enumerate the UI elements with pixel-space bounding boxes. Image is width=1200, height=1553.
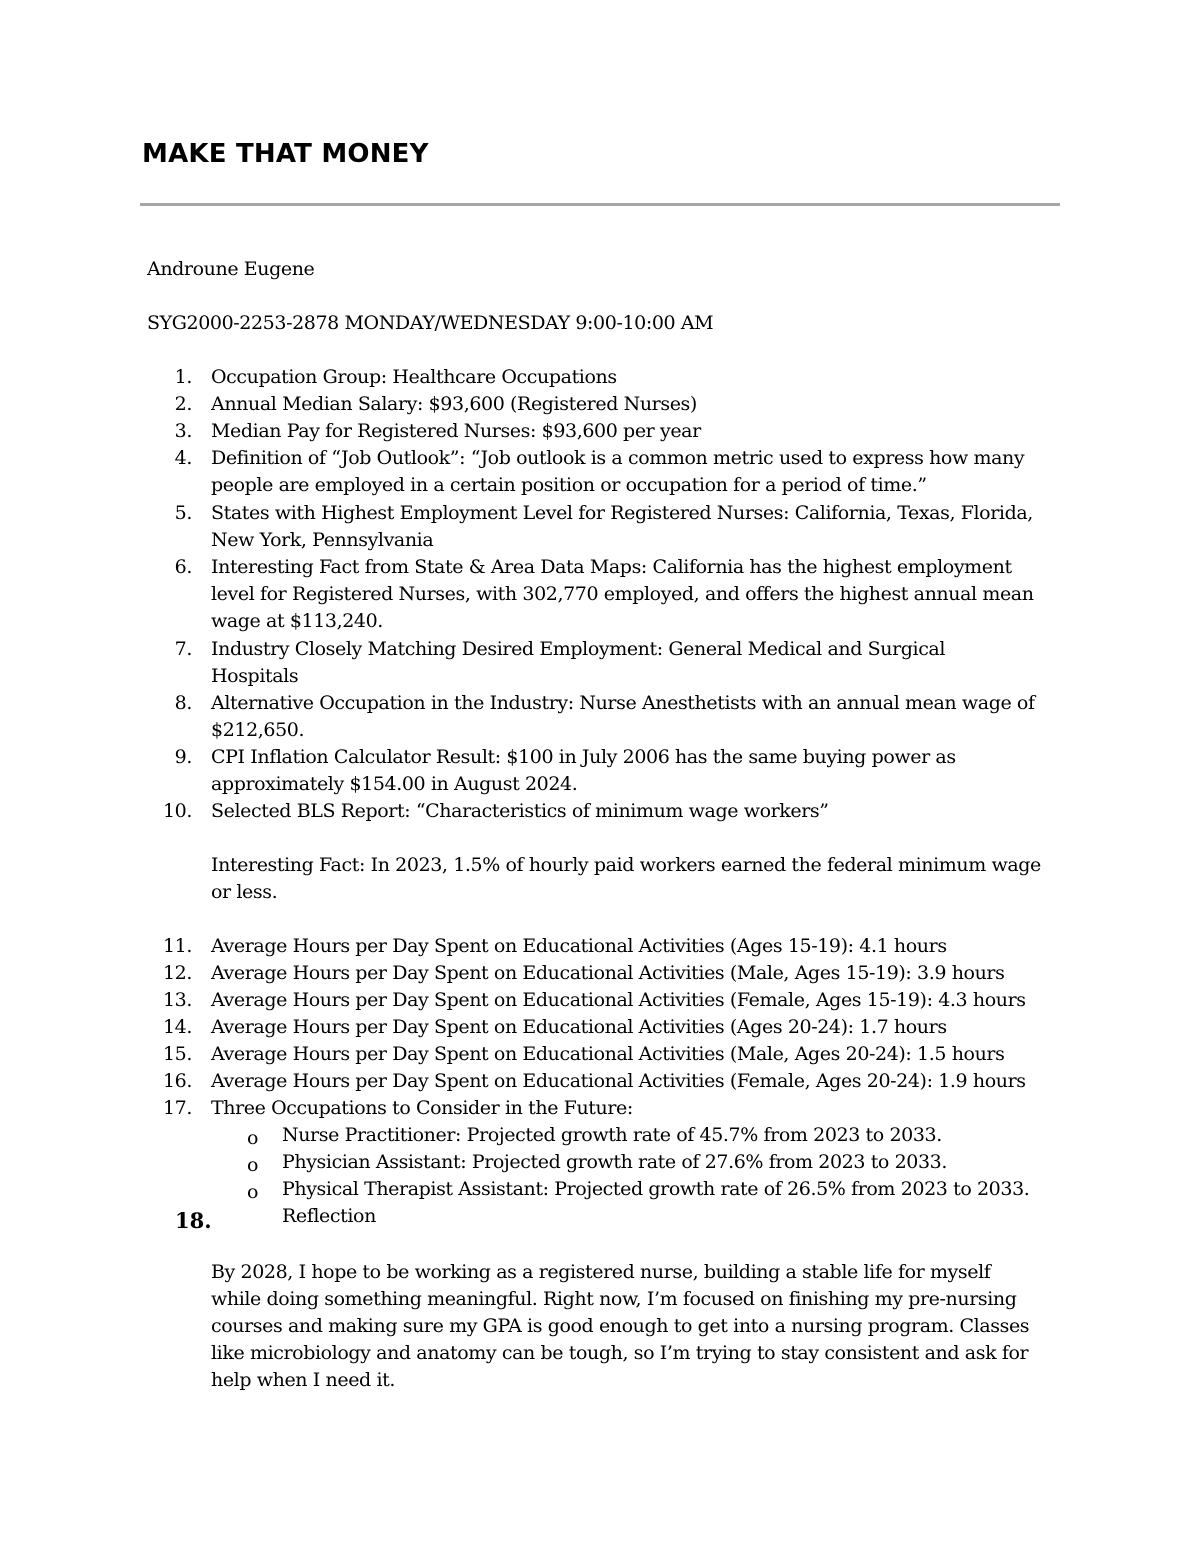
item-number: 9. xyxy=(174,746,192,768)
bullet-icon: o xyxy=(247,1181,259,1203)
item-number: 4. xyxy=(174,447,192,469)
list-item: Average Hours per Day Spent on Educational Activities (Ages 15-19): 4.1 hours xyxy=(211,935,947,957)
list-item: Average Hours per Day Spent on Educational Activities (Female, Ages 15-19): 4.3 hours xyxy=(211,989,1026,1011)
item-number: 15. xyxy=(162,1043,192,1065)
item-number: 5. xyxy=(174,502,192,524)
item-number: 7. xyxy=(174,638,192,660)
item-number: 11. xyxy=(162,935,192,957)
reflection-paragraph: By 2028, I hope to be working as a registered nurse, building a stable life for myself while doing something meaningful. Right now, I’m focused on finishing my pre-nursing courses and making sure my GPA is good enough to get into a nursing program. Classes like microbiology and anatomy can be tough, so I’m trying to stay consistent and ask for help when I need it. xyxy=(211,1261,1030,1391)
list-item: Annual Median Salary: $93,600 (Registered Nurses) xyxy=(211,393,697,415)
reflection-heading: Reflection xyxy=(282,1205,376,1227)
list-item: Definition of “Job Outlook”: “Job outlook is a common metric used to express how many people are employed in a certain position or occupation for a period of time.” xyxy=(211,447,1025,496)
sub-list-item: Nurse Practitioner: Projected growth rate of 45.7% from 2023 to 2033. xyxy=(282,1124,942,1146)
list-item: Average Hours per Day Spent on Educational Activities (Ages 20-24): 1.7 hours xyxy=(211,1016,947,1038)
list-item: Average Hours per Day Spent on Educational Activities (Male, Ages 15-19): 3.9 hours xyxy=(211,962,1005,984)
item-number: 18. xyxy=(175,1208,212,1233)
student-name: Androune Eugene xyxy=(147,258,315,280)
item-number: 1. xyxy=(174,366,192,388)
list-item: Occupation Group: Healthcare Occupations xyxy=(211,366,617,388)
sub-list-item: Physical Therapist Assistant: Projected growth rate of 26.5% from 2023 to 2033. xyxy=(282,1178,1030,1200)
item-number: 2. xyxy=(174,393,192,415)
item-number: 3. xyxy=(174,420,192,442)
list-item: Average Hours per Day Spent on Educational Activities (Male, Ages 20-24): 1.5 hours xyxy=(211,1043,1005,1065)
course-line: SYG2000-2253-2878 MONDAY/WEDNESDAY 9:00-10:00 AM xyxy=(147,312,714,334)
list-item: Average Hours per Day Spent on Educational Activities (Female, Ages 20-24): 1.9 hours xyxy=(211,1070,1026,1092)
bullet-icon: o xyxy=(247,1127,259,1149)
item-number: 6. xyxy=(174,556,192,578)
item-10-fact: Interesting Fact: In 2023, 1.5% of hourly paid workers earned the federal minimum wage or less. xyxy=(211,854,1041,903)
item-number: 12. xyxy=(162,962,192,984)
item-number: 13. xyxy=(162,989,192,1011)
item-number: 16. xyxy=(162,1070,192,1092)
list-item: Selected BLS Report: “Characteristics of minimum wage workers” xyxy=(211,800,829,822)
list-item: Three Occupations to Consider in the Future: xyxy=(211,1097,633,1119)
title-divider xyxy=(140,203,1060,206)
item-number: 10. xyxy=(162,800,192,822)
list-item: Interesting Fact from State & Area Data Maps: California has the highest employment level for Registered Nurses, with 302,770 employed, and offers the highest annual mean wage at $113,240. xyxy=(211,556,1034,632)
item-number: 14. xyxy=(162,1016,192,1038)
list-item: CPI Inflation Calculator Result: $100 in July 2006 has the same buying power as approximately $154.00 in August 2024. xyxy=(211,746,956,795)
list-item: Alternative Occupation in the Industry: Nurse Anesthetists with an annual mean wage of $212,650. xyxy=(211,692,1035,741)
bullet-icon: o xyxy=(247,1154,259,1176)
sub-list-item: Physician Assistant: Projected growth rate of 27.6% from 2023 to 2033. xyxy=(282,1151,947,1173)
document-title: MAKE THAT MONEY xyxy=(142,139,429,169)
item-number: 8. xyxy=(174,692,192,714)
list-item: Median Pay for Registered Nurses: $93,600 per year xyxy=(211,420,701,442)
list-item: Industry Closely Matching Desired Employment: General Medical and Surgical Hospitals xyxy=(211,638,946,687)
item-number: 17. xyxy=(162,1097,192,1119)
list-item: States with Highest Employment Level for Registered Nurses: California, Texas, Florida, New York, Pennsylvania xyxy=(211,502,1033,551)
